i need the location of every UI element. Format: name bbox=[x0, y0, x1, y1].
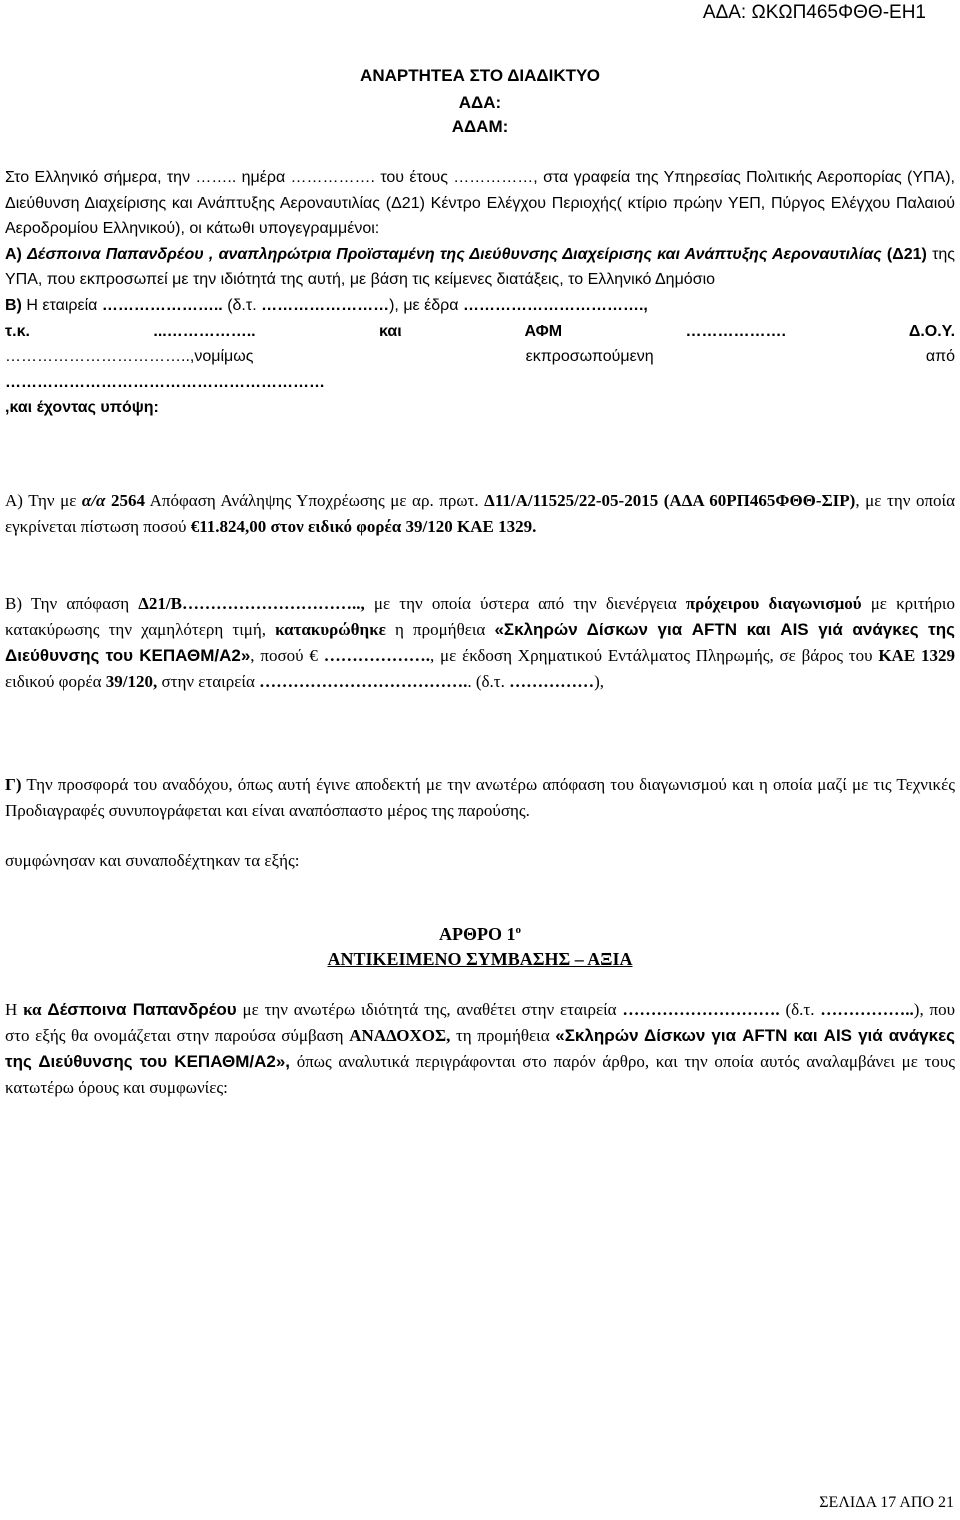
article-p-text: με την ανωτέρω ιδιότητά της, αναθέτει στην εταιρεία bbox=[236, 1000, 623, 1019]
doy-label: Δ.Ο.Υ. bbox=[908, 322, 956, 340]
article-subtitle: ΑΝΤΙΚΕΙΜΕΝΟ ΣΥΜΒΑΣΗΣ – ΑΞΙΑ bbox=[327, 949, 633, 969]
article-p-item: «Σκληρών Δίσκων για AFTN και AIS γιά ανάγκες της Διεύθυνσης του ΚΕΠΑΘΜ/Α2», bbox=[5, 1026, 956, 1071]
consideration-b-text6: ειδικού φορέα bbox=[5, 672, 106, 691]
consideration-a-text2: , με την οποία εγκρίνεται πίστωση ποσού bbox=[5, 491, 956, 536]
article-p-dots2: …………….. bbox=[820, 1000, 914, 1019]
considering-label: ,και έχοντας υπόψη: bbox=[5, 399, 159, 417]
consideration-b bbox=[5, 591, 955, 695]
party-b-label: Β) bbox=[5, 296, 22, 314]
intro-section bbox=[5, 165, 955, 421]
tk-and: και bbox=[379, 322, 402, 340]
party-b-dots: ………………….. bbox=[101, 296, 223, 314]
consideration-b-dt: . (δ.τ. bbox=[467, 672, 510, 691]
adam-label: ΑΔΑΜ: bbox=[451, 117, 509, 136]
representative-dots: …………………………………………………… bbox=[5, 373, 325, 391]
party-b-dots3: ……………………………., bbox=[462, 296, 648, 314]
consideration-b-tender: πρόχειρου διαγωνισμού bbox=[685, 594, 862, 613]
intro-paragraph: Στο Ελληνικό σήμερα, την …….. ημέρα ……………. του έτους ……………, στα γραφεία της Υπηρεσίας Πολιτικής Αεροπορίας (ΥΠΑ), Διεύθυνση Διαχείρισης και Ανάπτυξης Αεροναυτιλίας (Δ21) Κέντρο Ελέγχου Περιοχής( κτίριο πρώην ΥΕΠ, Πύργος Ελέγχου Παλαιού Αεροδρομίου Ελληνικού), οι κάτωθι υπογεγραμμένοι: bbox=[5, 169, 955, 238]
agreed-line: συμφώνησαν και συναποδέχτηκαν τα εξής: bbox=[5, 851, 300, 870]
consideration-a bbox=[5, 488, 955, 540]
tk-dots: ...…………….. bbox=[153, 322, 256, 340]
article-p-contractor: ΑΝΑΔΟΧΟΣ, bbox=[349, 1026, 451, 1045]
party-a-prefix: Α) bbox=[5, 245, 28, 263]
consideration-a-aa: α/α bbox=[81, 491, 106, 510]
representation-word: εκπροσωπούμενη bbox=[525, 348, 654, 366]
consideration-b-ref: Δ21/Β………………………….., bbox=[138, 594, 365, 613]
article-p-end: όπως αναλυτικά περιγράφονται στο παρόν άρθρο, και την οποία αυτός αναλαμβάνει με τους κατωτέρω όρους και συμφωνίες: bbox=[5, 1052, 955, 1097]
consideration-a-number: 2564 bbox=[105, 491, 146, 510]
party-b-text: Η εταιρεία bbox=[21, 296, 102, 314]
party-a-d21: (Δ21) bbox=[881, 245, 927, 263]
tk-line bbox=[5, 319, 955, 345]
consideration-b-prefix: Β) Την απόφαση bbox=[5, 594, 139, 613]
consideration-a-text: Απόφαση Ανάληψης Υποχρέωσης με αρ. πρωτ. bbox=[145, 491, 485, 510]
consideration-c-text: Την προσφορά του αναδόχου, όπως αυτή έγινε αποδεκτή με την ανωτέρω απόφαση του διαγωνισμού και η οποία μαζί με τις Τεχνικές Προδιαγραφές συνυπογράφεται και είναι αναπόσπαστο μέρος της παρούσης. bbox=[5, 775, 955, 820]
consideration-b-text5: , με έκδοση Χρηματικού Εντάλματος Πληρωμής, σε βάρος του bbox=[429, 646, 879, 665]
article-p-ka: κα bbox=[23, 1000, 42, 1019]
party-a-rest: της ΥΠΑ, που εκπροσωπεί με την ιδιότητά της αυτή, με βάση τις κείμενες διατάξεις, το Ελληνικό Δημόσιο bbox=[5, 245, 955, 289]
consideration-a-amount: €11.824,00 στον ειδικό φορέα 39/120 ΚΑΕ 1329. bbox=[190, 517, 537, 536]
article-p-dots: ………………………. bbox=[622, 1000, 780, 1019]
article-paragraph bbox=[5, 997, 955, 1101]
article-title-sup: ο bbox=[515, 924, 521, 936]
afm-label: ΑΦΜ bbox=[524, 322, 563, 340]
party-a bbox=[5, 242, 955, 293]
consideration-b-company: στην εταιρεία bbox=[157, 672, 260, 691]
representation-dots: ……………………………..,νομίμως bbox=[5, 348, 254, 366]
article-p-name: Δέσποινα Παπανδρέου bbox=[47, 1000, 237, 1019]
representation-line bbox=[5, 344, 955, 370]
ada-label: ΑΔΑ: bbox=[458, 93, 502, 112]
article-p-text2: ), που στο εξής θα ονομάζεται στην παρούσα σύμβαση bbox=[5, 1000, 956, 1045]
article-p-text3: τη προμήθεια bbox=[450, 1026, 556, 1045]
party-b-dt: (δ.τ. bbox=[222, 296, 262, 314]
article-p-dt: (δ.τ. bbox=[779, 1000, 821, 1019]
article-title bbox=[5, 924, 955, 945]
ada-header: ΑΔΑ: ΩΚΩΠ465ΦΘΘ-ΕΗ1 bbox=[702, 2, 926, 23]
party-b bbox=[5, 293, 955, 319]
consideration-b-text: με την οποία ύστερα από την διενέργεια bbox=[364, 594, 686, 613]
consideration-a-prefix: Α) Την με bbox=[5, 491, 82, 510]
consideration-c-label: Γ) bbox=[5, 775, 22, 794]
publish-title: ΑΝΑΡΤΗΤΕΑ ΣΤΟ ΔΙΑΔΙΚΤΥΟ bbox=[360, 66, 600, 85]
consideration-b-end: ), bbox=[594, 672, 605, 691]
article-title-text: ΑΡΘΡΟ 1 bbox=[439, 924, 516, 944]
afm-dots: ………………. bbox=[685, 322, 786, 340]
consideration-b-text3: η προμήθεια bbox=[385, 620, 495, 639]
party-a-name: Δέσποινα Παπανδρέου , αναπληρώτρια Προϊσταμένη της Διεύθυνσης Διαχείρισης και Ανάπτυξης Αεροναυτιλίας bbox=[27, 245, 882, 263]
tk-label: τ.κ. bbox=[5, 322, 30, 340]
article-p-prefix: Η bbox=[5, 1000, 24, 1019]
representation-from: από bbox=[925, 348, 955, 366]
consideration-b-dt-dots: …………… bbox=[509, 672, 595, 691]
consideration-c bbox=[5, 772, 955, 824]
consideration-b-kae: ΚΑΕ 1329 bbox=[878, 646, 955, 665]
consideration-b-forea: 39/120, bbox=[105, 672, 158, 691]
consideration-b-text4: , ποσού € bbox=[250, 646, 324, 665]
page-number: ΣΕΛΙΔΑ 17 ΑΠΟ 21 bbox=[819, 1494, 954, 1511]
consideration-b-dots: ………………. bbox=[323, 646, 430, 665]
party-b-dots2: …………………… bbox=[261, 296, 390, 314]
consideration-b-company-dots: ………………………………. bbox=[259, 672, 468, 691]
consideration-a-ref: Δ11/Α/11525/22-05-2015 (ΑΔΑ 60ΡΠ465ΦΘΘ-ΣΙΡ) bbox=[484, 491, 856, 510]
consideration-b-item: «Σκληρών Δίσκων για AFTN και AIS γιά ανάγκες της Διεύθυνσης του ΚΕΠΑΘΜ/Α2» bbox=[5, 620, 955, 665]
party-b-seat: ), με έδρα bbox=[389, 296, 463, 314]
consideration-b-awarded: κατακυρώθηκε bbox=[275, 620, 386, 639]
consideration-b-text2: με κριτήριο κατακύρωσης την χαμηλότερη τιμή, bbox=[5, 594, 955, 639]
